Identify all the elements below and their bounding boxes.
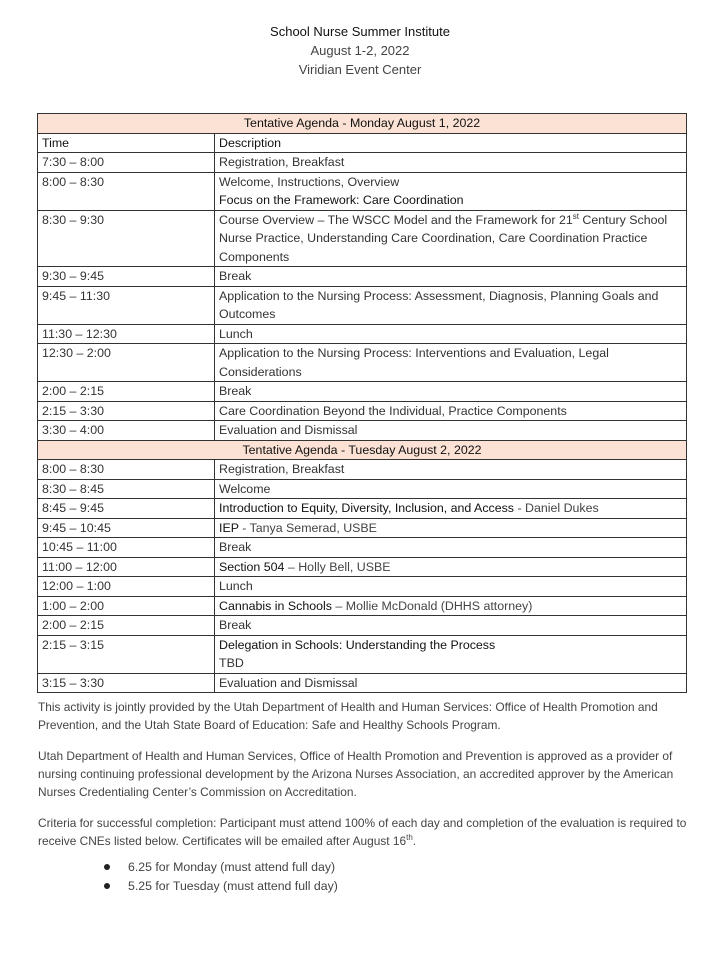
- description-cell: Break: [215, 267, 687, 287]
- time-column-header: Time: [38, 133, 215, 153]
- description-cell: [215, 172, 687, 210]
- table-row: [38, 344, 687, 382]
- table-row: [38, 577, 687, 597]
- event-venue: Viridian Event Center: [298, 62, 422, 77]
- session-speaker: – Mollie McDonald (DHHS attorney): [331, 598, 533, 613]
- credit-list: [104, 858, 338, 896]
- time-cell: 7:30 – 8:00: [38, 153, 215, 173]
- session-speaker: - Tanya Semerad, USBE: [238, 520, 377, 535]
- description-cell: Lunch: [215, 324, 687, 344]
- time-cell: 9:45 – 10:45: [38, 518, 215, 538]
- list-item: [104, 877, 338, 896]
- time-cell: 8:00 – 8:30: [38, 460, 215, 480]
- description-cell: Welcome: [215, 479, 687, 499]
- document-title: School Nurse Summer Institute: [270, 24, 450, 39]
- description-text: Welcome, Instructions, Overview: [219, 174, 400, 189]
- notes-section: [38, 698, 708, 863]
- table-row: [38, 479, 687, 499]
- description-cell: Application to the Nursing Process: Interventions and Evaluation, Legal Considerations: [215, 344, 687, 382]
- agenda-table: [37, 113, 687, 693]
- monday-heading: Tentative Agenda - Monday August 1, 2022: [38, 114, 687, 134]
- time-cell: 12:30 – 2:00: [38, 344, 215, 382]
- time-cell: 3:30 – 4:00: [38, 421, 215, 441]
- completion-criteria-text: Criteria for successful completion: Participant must attend 100% of each day and completion of the evaluation is required to receive CNEs listed below. Certificates will be emailed after August 16: [38, 816, 687, 848]
- time-cell: 12:00 – 1:00: [38, 577, 215, 597]
- description-cell: [215, 635, 687, 673]
- session-topic: Delegation in Schools: Understanding the Process: [219, 637, 496, 652]
- description-cell: Registration, Breakfast: [215, 153, 687, 173]
- superscript: th: [406, 833, 413, 843]
- table-row: [38, 673, 687, 693]
- provider-statement: This activity is jointly provided by the Utah Department of Health and Human Services: Office of Health Promotion and Prevention, and the Utah State Board of Education: Safe and Healthy Schools Program.: [38, 700, 658, 732]
- time-cell: 9:45 – 11:30: [38, 286, 215, 324]
- table-row: [38, 635, 687, 673]
- table-row: [38, 499, 687, 519]
- session-topic: Cannabis in Schools: [219, 598, 332, 613]
- table-row: [38, 210, 687, 267]
- superscript: st: [572, 211, 579, 221]
- description-column-header: Description: [215, 133, 687, 153]
- credit-text: 5.25 for Tuesday (must attend full day): [128, 879, 338, 893]
- table-row: [38, 267, 687, 287]
- monday-heading-row: [38, 114, 687, 134]
- time-cell: 8:00 – 8:30: [38, 172, 215, 210]
- document-header: [0, 22, 720, 79]
- tuesday-heading: Tentative Agenda - Tuesday August 2, 2022: [38, 440, 687, 460]
- column-header-row: [38, 133, 687, 153]
- description-text: Century School Nurse Practice, Understanding Care Coordination, Care Coordination Practice Components: [219, 212, 668, 264]
- description-cell: Care Coordination Beyond the Individual, Practice Components: [215, 401, 687, 421]
- description-cell: [215, 596, 687, 616]
- description-cell: [215, 518, 687, 538]
- time-cell: 8:45 – 9:45: [38, 499, 215, 519]
- table-row: [38, 616, 687, 636]
- table-row: [38, 382, 687, 402]
- time-cell: 8:30 – 8:45: [38, 479, 215, 499]
- session-topic: Section 504: [219, 559, 285, 574]
- description-cell: Evaluation and Dismissal: [215, 673, 687, 693]
- bullet-icon: [104, 864, 110, 870]
- table-row: [38, 460, 687, 480]
- description-cell: Application to the Nursing Process: Assessment, Diagnosis, Planning Goals and Outcomes: [215, 286, 687, 324]
- session-topic: IEP: [219, 520, 239, 535]
- table-row: [38, 596, 687, 616]
- table-row: [38, 557, 687, 577]
- framework-focus-heading: Focus on the Framework: Care Coordination: [219, 193, 464, 207]
- credit-text: 6.25 for Monday (must attend full day): [128, 860, 336, 874]
- description-cell: Registration, Breakfast: [215, 460, 687, 480]
- description-cell: Break: [215, 616, 687, 636]
- time-cell: 2:00 – 2:15: [38, 616, 215, 636]
- time-cell: 9:30 – 9:45: [38, 267, 215, 287]
- session-speaker: - Daniel Dukes: [514, 501, 599, 515]
- table-row: [38, 538, 687, 558]
- completion-criteria-end: .: [412, 834, 417, 848]
- description-cell: Break: [215, 382, 687, 402]
- table-row: [38, 324, 687, 344]
- table-row: [38, 153, 687, 173]
- completion-criteria: [38, 814, 708, 850]
- description-cell: [215, 557, 687, 577]
- table-row: [38, 518, 687, 538]
- session-speaker: TBD: [219, 656, 244, 670]
- time-cell: 11:30 – 12:30: [38, 324, 215, 344]
- time-cell: 10:45 – 11:00: [38, 538, 215, 558]
- description-text: Course Overview – The WSCC Model and the Framework for 21: [219, 212, 573, 227]
- time-cell: 3:15 – 3:30: [38, 673, 215, 693]
- time-cell: 1:00 – 2:00: [38, 596, 215, 616]
- time-cell: 11:00 – 12:00: [38, 557, 215, 577]
- table-row: [38, 421, 687, 441]
- list-item: [104, 858, 338, 877]
- time-cell: 2:15 – 3:15: [38, 635, 215, 673]
- description-cell: [215, 499, 687, 519]
- accreditation-statement: Utah Department of Health and Human Services, Office of Health Promotion and Prevention is approved as a provider of nursing continuing professional development by the Arizona Nurses Association, an accredited approver by the American Nurses Credentialing Center’s Commission on Accreditation.: [38, 749, 674, 799]
- time-cell: 8:30 – 9:30: [38, 210, 215, 267]
- time-cell: 2:15 – 3:30: [38, 401, 215, 421]
- tuesday-heading-row: [38, 440, 687, 460]
- table-row: [38, 286, 687, 324]
- description-cell: Lunch: [215, 577, 687, 597]
- description-cell: Break: [215, 538, 687, 558]
- time-cell: 2:00 – 2:15: [38, 382, 215, 402]
- bullet-icon: [104, 883, 110, 889]
- description-cell: [215, 210, 687, 267]
- table-row: [38, 172, 687, 210]
- session-topic: Introduction to Equity, Diversity, Inclusion, and Access: [219, 501, 514, 515]
- session-speaker: – Holly Bell, USBE: [284, 559, 391, 574]
- table-row: [38, 401, 687, 421]
- event-dates: August 1-2, 2022: [310, 43, 410, 58]
- description-cell: Evaluation and Dismissal: [215, 421, 687, 441]
